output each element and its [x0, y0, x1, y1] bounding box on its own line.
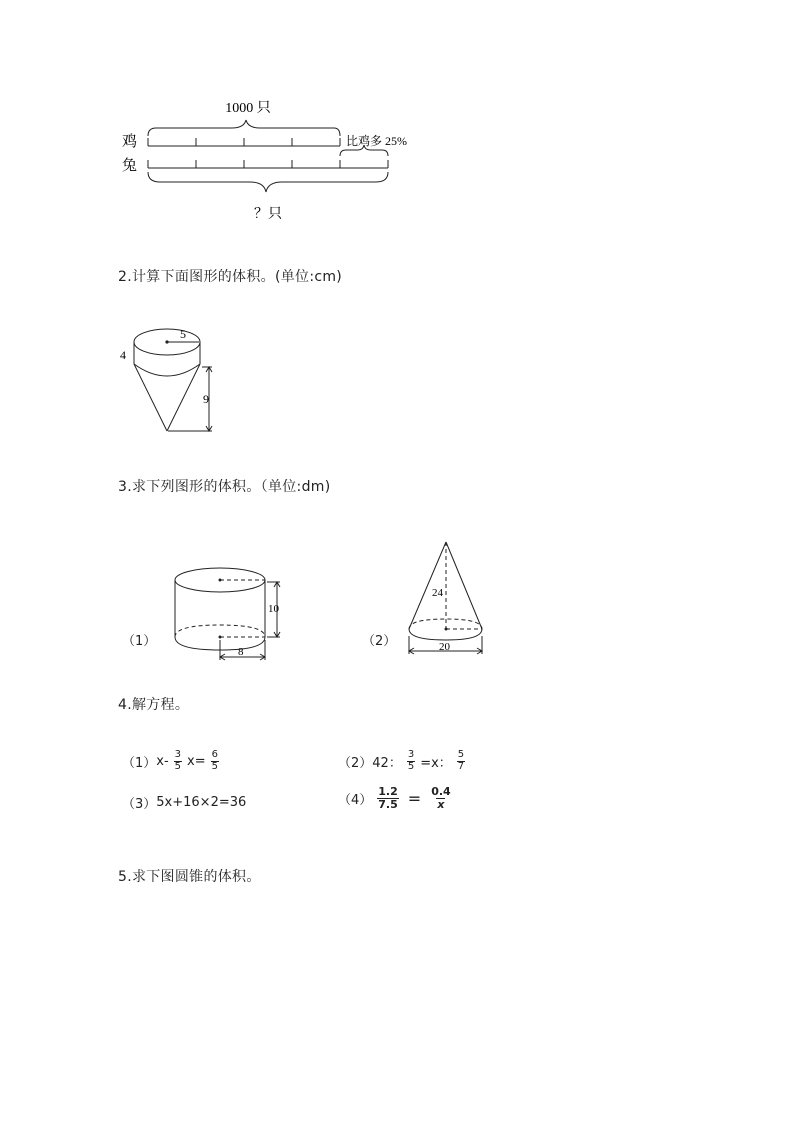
eq1-fraction-2: $\frac{6}{5}$ [211, 749, 219, 772]
eq3-text: 5x+16×2=36 [156, 795, 247, 810]
eq4-fraction-1: $\frac{1.2}{7.5}$ [378, 785, 398, 811]
rabbit-label: 兔 [122, 158, 138, 174]
equation-1 [122, 750, 224, 772]
eq2-mid: =x： [420, 755, 452, 771]
cylinder-cone-figure [110, 312, 230, 442]
total-label: 1000 只 [225, 101, 271, 116]
question-label: ？只 [254, 207, 282, 222]
top-brace [148, 120, 340, 136]
extra-label: 比鸡多 25% [346, 134, 407, 148]
eq1-label: （1） [122, 755, 157, 771]
q4-title: 4.解方程。 [118, 697, 190, 713]
q5-title: 5.求下图圆锥的体积。 [118, 869, 261, 885]
eq4-fraction-2: $\frac{0.4}{x}$ [431, 785, 451, 811]
fig2-label: （2） [362, 634, 397, 649]
eq1-mid: x= [187, 753, 206, 769]
q2-title: 2.计算下面图形的体积。(单位:cm) [118, 269, 343, 285]
eq3-label: （3） [122, 797, 157, 812]
eq2-fraction-2: $\frac{5}{7}$ [457, 749, 465, 772]
cone-height-label: 9 [203, 392, 209, 406]
eq2-fraction-1: $\frac{3}{5}$ [407, 749, 415, 772]
bottom-brace [148, 172, 388, 192]
q3-title: 3.求下列图形的体积。（单位:dm) [118, 479, 331, 495]
fig1-label: （1） [122, 634, 157, 649]
cone-figure [402, 538, 492, 660]
eq1-fraction-1: $\frac{3}{5}$ [174, 749, 182, 772]
radius-label: 5 [180, 327, 186, 341]
fig1-radius-label: 8 [238, 646, 244, 658]
chicken-label: 鸡 [122, 134, 138, 150]
equation-4 [338, 786, 457, 810]
cyl-height-label: 4 [120, 348, 126, 362]
equation-2 [338, 750, 470, 772]
fig2-height-label: 24 [432, 587, 443, 599]
eq2-pre: 42： [372, 755, 402, 771]
fig1-height-label: 10 [268, 603, 279, 615]
eq1-pre: x- [156, 753, 169, 769]
cylinder-figure [168, 560, 318, 666]
eq4-label: （4） [338, 792, 373, 808]
fig2-diameter-label: 20 [439, 641, 450, 653]
equation-3 [122, 793, 246, 812]
chicken-rabbit-diagram [100, 88, 440, 228]
eq4-equals: = [407, 788, 422, 808]
eq2-label: （2） [338, 755, 373, 771]
